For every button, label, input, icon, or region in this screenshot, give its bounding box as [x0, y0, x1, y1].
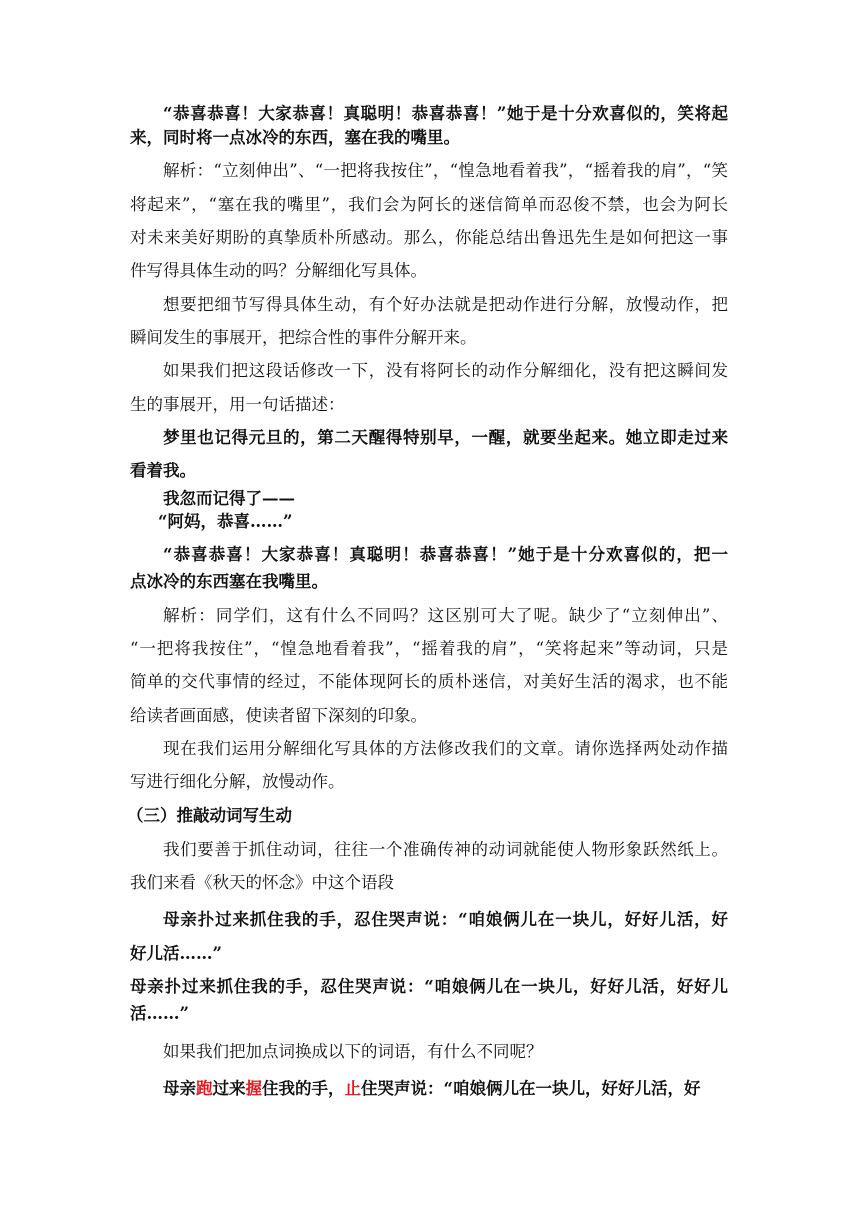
analysis-paragraph-line: 对未来美好期盼的真挚质朴所感动。那么，你能总结出鲁迅先生是如何把这一事 [130, 228, 728, 247]
analysis-paragraph-line: 给读者画面感，使读者留下深刻的印象。 [130, 706, 427, 725]
quote-text-line: 点冰冷的东西塞在我嘴里。 [130, 572, 328, 591]
body-paragraph-line: 生的事展开，用一句话描述： [130, 395, 345, 414]
body-paragraph-line: 我们要善于抓住动词，往往一个准确传神的动词就能使人物形象跃然纸上。 [163, 840, 728, 859]
quote-text-line: 我忽而记得了—— [163, 489, 295, 508]
quote-text-line: “恭喜恭喜！大家恭喜！真聪明！恭喜恭喜！”她于是十分欢喜似的，笑将起 [163, 104, 728, 123]
body-paragraph-line: 我们来看《秋天的怀念》中这个语段 [130, 873, 394, 892]
replaced-verb: 握 [245, 1079, 262, 1098]
quote-text-line: 母亲扑过来抓住我的手，忍住哭声说：“咱娘俩儿在一块儿，好好儿活，好好儿 [130, 977, 728, 996]
quote-text-line: “阿妈，恭喜……” [158, 512, 293, 531]
text-segment: 住哭声说：“咱娘俩儿在一块儿，好好儿活，好 [361, 1079, 701, 1098]
quote-text-line: 梦里也记得元旦的，第二天醒得特别早，一醒，就要坐起来。她立即走过来 [163, 428, 728, 447]
analysis-paragraph-line: 解析：“立刻伸出”、“一把将我按住”，“惶急地看着我”，“摇着我的肩”，“笑 [163, 161, 728, 180]
text-segment: 过来 [212, 1079, 246, 1098]
body-paragraph-line: 如果我们把加点词换成以下的词语，有什么不同呢？ [163, 1042, 543, 1061]
analysis-paragraph-line: 解析：同学们，这有什么不同吗？这区别可大了呢。缺少了“立刻伸出”、 [163, 606, 728, 625]
quote-text-line: 好儿活……” [130, 944, 222, 963]
section-heading: （三）推敲动词写生动 [127, 806, 292, 825]
replaced-verb: 止 [344, 1079, 361, 1098]
quote-text-line: “恭喜恭喜！大家恭喜！真聪明！恭喜恭喜！”她于是十分欢喜似的，把一 [163, 545, 728, 564]
analysis-paragraph-line: 将起来”，“塞在我的嘴里”，我们会为阿长的迷信简单而忍俊不禁，也会为阿长 [130, 195, 728, 214]
quote-text-line: 看着我。 [130, 461, 196, 480]
body-paragraph-line: 现在我们运用分解细化写具体的方法修改我们的文章。请你选择两处动作描 [163, 739, 728, 758]
body-paragraph-line: 想要把细节写得具体生动，有个好办法就是把动作进行分解，放慢动作，把 [163, 295, 728, 314]
analysis-paragraph-line: 件写得具体生动的吗？分解细化写具体。 [130, 261, 427, 280]
analysis-paragraph-line: 简单的交代事情的经过，不能体现阿长的质朴迷信，对美好生活的渴求，也不能 [130, 672, 728, 691]
quote-text-line [163, 1077, 701, 1101]
quote-text-line: 母亲扑过来抓住我的手，忍住哭声说：“咱娘俩儿在一块儿，好好儿活，好 [163, 910, 728, 929]
body-paragraph-line: 如果我们把这段话修改一下，没有将阿长的动作分解细化，没有把这瞬间发 [163, 361, 728, 380]
replaced-verb: 跑 [196, 1079, 213, 1098]
analysis-paragraph-line: “一把将我按住”，“惶急地看着我”，“摇着我的肩”，“笑将起来”等动词，只是 [130, 639, 728, 658]
text-segment: 母亲 [163, 1079, 196, 1098]
body-paragraph-line: 瞬间发生的事展开，把综合性的事件分解开来。 [130, 328, 477, 347]
body-paragraph-line: 写进行细化分解，放慢动作。 [130, 772, 345, 791]
text-segment: 住我的手， [262, 1079, 345, 1098]
quote-text-line: 活……” [130, 1004, 189, 1023]
quote-text-line: 来，同时将一点冰冷的东西，塞在我的嘴里。 [130, 128, 460, 147]
